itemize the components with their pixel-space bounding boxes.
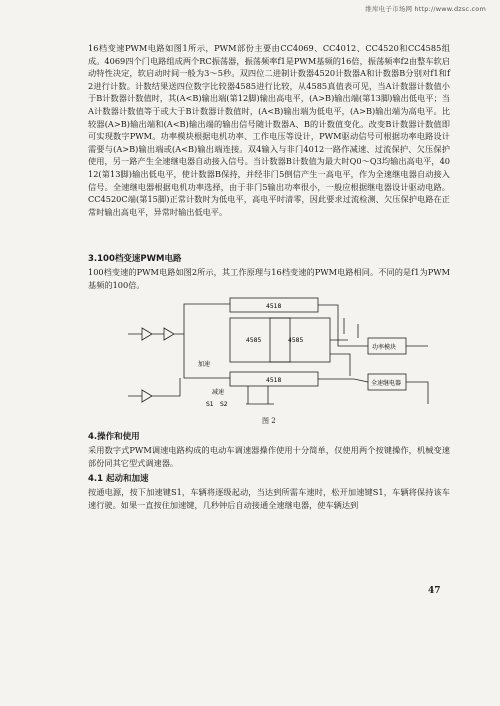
accel-label: 加速 xyxy=(198,361,211,368)
page-number: 47 xyxy=(428,586,441,596)
ops-heading: 4.操作和使用 xyxy=(88,432,140,442)
ic-mid2-label: 4585 xyxy=(288,337,304,344)
figure-2-circuit xyxy=(118,294,448,412)
circuit-diagram xyxy=(118,294,448,412)
pwm100-heading: 3.100档变速PWM电路 xyxy=(88,254,182,264)
power-module-label: 功率模块 xyxy=(372,344,397,351)
pwm100-paragraph: 100档变速的PWM电路如图2所示，其工作原理与16档变速的PWM电路相同。不同的是f1为PWM基频的100倍。 xyxy=(88,267,450,290)
figure-caption: 图 2 xyxy=(262,417,276,425)
start-accel-paragraph: 按通电源，按下加速键S1，车辆将逐级起动，当达到所需车速时，松开加速键S1，车辆将保持该车速行驶。如果一直按住加速键，几秒钟后自动接通全速继电器，使车辆达到 xyxy=(88,487,450,510)
ic-top-label: 4518 xyxy=(266,303,282,310)
s1-label: S1 xyxy=(206,401,214,408)
decel-label: 减速 xyxy=(212,389,225,396)
ic-mid1-label: 4585 xyxy=(246,337,262,344)
ops-paragraph: 采用数字式PWM调速电路构成的电动车调速器操作使用十分简单，仅使用两个按键操作，机械变速部份同其它型式调速器。 xyxy=(88,445,450,468)
relay-label: 全速继电器 xyxy=(371,380,402,387)
page-header-site: 维库电子市场网 http://www.dzsc.com xyxy=(365,5,486,13)
pwm16-paragraph: 16档变速PWM电路如图1所示，PWM部份主要由CC4069、CC4012、CC4520和CC4585组成。4069四个门电路组成两个RC振荡器，振荡频率f1是PWM基频的16倍，振荡频率f2由整车软启动特性决定，软启动时间一般为3～5秒。双四位二进制计数器4520计数器A和计数器B分别对f1和f2进行计数。计数结果送四位数字比较器4585进行比较，从4585真值表可见，当A计数器计数值小于B计数器计数值时，其(A<B)输出端(第12脚)输出高电平，(A>B)输出端(第13脚)输出低电平；当A计数器计数值等于或大于B计数器计数值时，(A<B)输出端为低电平，(A>B)输出端为高电平。比较器(A>B)输出端和(A<B)输出端的输出信号随计数器A、B的计数值变化。改变B计数器计数值即可实现数字PWM。功率模块根据电机功率、工作电压等设计，PWM驱动信号可根据功率电路设计需要与(A>B)输出端或(A<B)输出端连接。双4输入与非门4012一路作减速、过流保护、欠压保护使用，另一路产生全速继电器自动接入信号。当计数器B计数值为最大时Q0～Q3均输出高电平，4012(第13脚)输出低电平，使计数器B保持，并经非门5倒信产生一高电平，作为全速继电器自动接入信号。全速继电器根据电机功率选择，由于非门5输出功率很小，一般应根据继电器设计驱动电路。CC4520C端(第15脚)正常计数时为低电平，高电平时清零，因此要求过流检测、欠压保护电路在正常时输出高电平，异常时输出低电平。 xyxy=(88,43,450,217)
ic-bottom-label: 4518 xyxy=(266,377,282,384)
start-accel-heading: 4.1 起动和加速 xyxy=(88,474,149,484)
s2-label: S2 xyxy=(220,401,228,408)
